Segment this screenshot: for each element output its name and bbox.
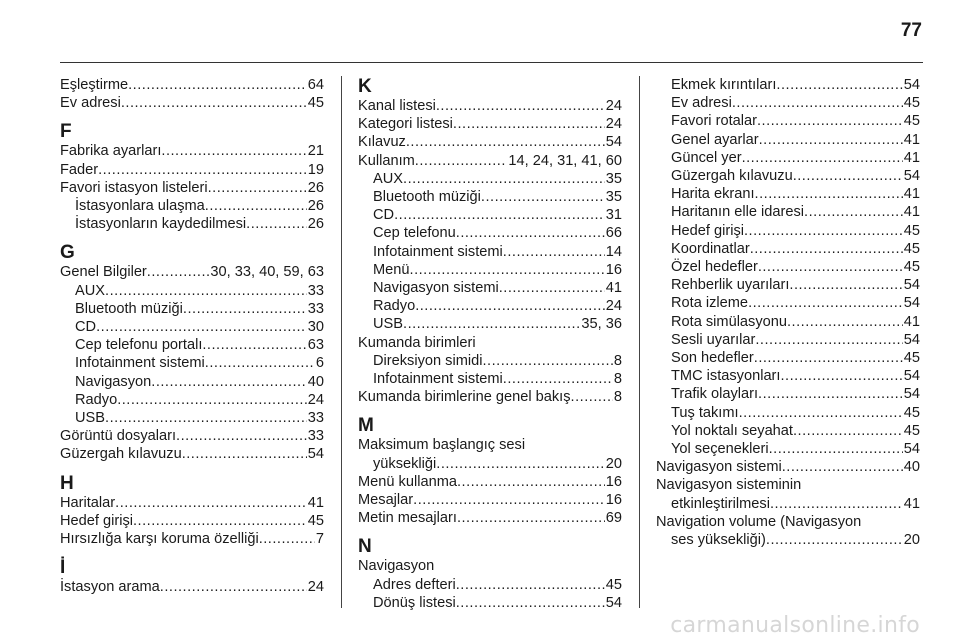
page-reference: 40 (903, 459, 920, 476)
index-letter-heading: F (60, 121, 72, 143)
page-reference: 45 (903, 240, 920, 257)
page-reference: 41 (605, 280, 622, 297)
index-entry-term: Ev adresi (60, 95, 121, 112)
index-entry (358, 388, 622, 406)
page-reference: 54 (903, 77, 920, 93)
page-reference: 24 (605, 116, 622, 133)
index-entry-term: Dönüş listesi (373, 594, 456, 611)
index-subentry (60, 336, 324, 354)
index-entry-term: Güzergah kılavuzu (60, 446, 182, 463)
index-entry (60, 494, 324, 512)
column-divider (341, 76, 342, 608)
dot-leader (98, 161, 307, 179)
page-reference: 41 (903, 149, 920, 166)
page-reference: 8 (613, 389, 622, 406)
column-divider (639, 76, 640, 608)
dot-leader (770, 495, 903, 513)
index-entry (60, 445, 324, 463)
dot-leader (183, 300, 307, 318)
index-subentry (358, 370, 622, 388)
index-subentry (656, 349, 920, 367)
dot-leader (782, 458, 903, 476)
index-entry-term-continued: ses yüksekliği) (671, 532, 766, 549)
dot-leader (96, 318, 307, 336)
dot-leader (755, 331, 902, 349)
index-entry-term: AUX (75, 282, 106, 299)
page-reference: 69 (605, 510, 622, 527)
index-entry-term: Genel Bilgiler (60, 264, 147, 281)
index-entry (60, 427, 324, 445)
page-number: 77 (900, 20, 922, 41)
index-subentry (656, 294, 920, 312)
page-reference: 30 (307, 319, 324, 336)
page-reference: 14 (605, 243, 622, 260)
index-entry-term: İstasyonlara ulaşma (75, 198, 205, 215)
dot-leader (403, 170, 605, 188)
page-reference: 54 (605, 594, 622, 611)
page-reference: 41 (903, 204, 920, 221)
index-entry (656, 458, 920, 476)
index-entry-term: Haritalar (60, 494, 116, 511)
index-entry-term: Radyo (373, 298, 416, 315)
dot-leader (481, 188, 605, 206)
index-entry-term: Navigasyon sistemi (373, 280, 499, 297)
page-reference: 24 (307, 579, 324, 596)
dot-leader (176, 427, 307, 445)
index-letter-heading: H (60, 472, 74, 494)
page-reference: 26 (307, 198, 324, 215)
dot-leader (415, 297, 605, 315)
dot-leader (453, 115, 605, 133)
index-entry (358, 436, 622, 472)
index-subentry (656, 258, 920, 276)
index-subentry (60, 300, 324, 318)
index-subentry (358, 206, 622, 224)
page-reference: 19 (307, 161, 324, 178)
page-reference: 41 (903, 495, 920, 512)
dot-leader (789, 276, 902, 294)
index-entry (60, 76, 324, 94)
index-entry-term: Maksimum başlangıç sesi (358, 437, 526, 454)
page-reference: 21 (307, 143, 324, 160)
dot-leader (748, 294, 903, 312)
index-entry (358, 133, 622, 151)
page-reference: 45 (903, 222, 920, 239)
index-subentry (656, 185, 920, 203)
page-reference: 24 (307, 391, 324, 408)
page-reference: 45 (605, 576, 622, 593)
index-subentry (656, 131, 920, 149)
page-reference: 54 (605, 134, 622, 151)
page-reference: 41 (903, 131, 920, 148)
index-entry-term: Eşleştirme (60, 77, 129, 93)
index-subentry (60, 215, 324, 233)
page-reference: 16 (605, 261, 622, 278)
dot-leader (804, 203, 903, 221)
index-subentry (358, 315, 622, 333)
dot-leader (456, 594, 605, 612)
dot-leader (115, 494, 307, 512)
index-column-2 (358, 76, 622, 612)
index-entry (358, 334, 622, 352)
index-entry (358, 557, 622, 575)
index-entry-term: Bluetooth müziği (373, 189, 481, 206)
index-entry-term: Görüntü dosyaları (60, 428, 177, 445)
page-reference: 45 (307, 512, 324, 529)
page-reference: 45 (903, 422, 920, 439)
page-reference: 16 (605, 492, 622, 509)
page-reference: 45 (903, 259, 920, 276)
watermark: carmanualsonline.info (670, 613, 920, 638)
page-reference: 45 (903, 95, 920, 112)
index-entry-term: Rota simülasyonu (671, 313, 787, 330)
dot-leader (732, 94, 903, 112)
index-entry-term: Adres defteri (373, 576, 456, 593)
index-subentry (656, 222, 920, 240)
index-entry (60, 512, 324, 530)
index-entry-continuation (656, 531, 920, 549)
index-entry-term: Koordinatlar (671, 240, 750, 257)
index-entry-term: Haritanın elle idaresi (671, 204, 805, 221)
dot-leader (410, 261, 605, 279)
page-reference: 54 (903, 168, 920, 185)
index-subentry (358, 594, 622, 612)
page-reference: 33 (307, 300, 324, 317)
index-subentry (60, 282, 324, 300)
dot-leader (742, 149, 903, 167)
index-entry-term: Kumanda birimlerine genel bakış (358, 389, 571, 406)
page-reference: 41 (903, 186, 920, 203)
index-entry-term: Kumanda birimleri (358, 334, 476, 351)
dot-leader (413, 491, 605, 509)
header-rule (60, 62, 923, 63)
index-entry-term: Menü (373, 261, 410, 278)
dot-leader (499, 279, 605, 297)
index-subentry (358, 170, 622, 188)
page-reference: 6 (315, 355, 324, 372)
index-subentry (358, 188, 622, 206)
index-entry-term: Navigation volume (Navigasyon (656, 513, 862, 530)
index-entry-term: Güncel yer (671, 149, 742, 166)
index-entry-term: Infotainment sistemi (373, 243, 503, 260)
index-subentry (60, 409, 324, 427)
dot-leader (202, 336, 306, 354)
page-reference: 45 (903, 113, 920, 130)
dot-leader (403, 315, 580, 333)
index-entry-term: İstasyonların kaydedilmesi (75, 216, 247, 233)
page-reference: 41 (307, 494, 324, 511)
dot-leader (758, 258, 903, 276)
index-subentry (656, 331, 920, 349)
index-entry-term: Özel hedefler (671, 259, 758, 276)
dot-leader (436, 455, 605, 473)
index-entry-term: Menü kullanma (358, 473, 457, 490)
index-entry (358, 152, 622, 170)
index-entry (60, 263, 324, 281)
index-subentry (60, 391, 324, 409)
index-letter-heading: G (60, 242, 75, 264)
page-reference: 63 (307, 337, 324, 354)
dot-leader (246, 215, 307, 233)
index-entry (358, 115, 622, 133)
page-reference: 64 (307, 77, 324, 93)
dot-leader (571, 388, 613, 406)
index-entry-term: Navigasyon (358, 558, 435, 575)
index-entry-term: Genel ayarlar (671, 131, 759, 148)
dot-leader (160, 578, 307, 596)
dot-leader (456, 224, 605, 242)
dot-leader (766, 531, 903, 549)
page-reference: 66 (605, 225, 622, 242)
dot-leader (105, 282, 307, 300)
index-entry-term: TMC istasyonları (671, 368, 781, 385)
index-entry-term: Trafik olayları (671, 386, 759, 403)
index-entry-term: Favori rotalar (671, 113, 757, 130)
index-entry-term: Yol noktalı seyahat (671, 422, 793, 439)
page-reference: 33 (307, 282, 324, 299)
dot-leader (208, 179, 307, 197)
index-subentry (60, 373, 324, 391)
index-subentry (656, 404, 920, 422)
dot-leader (151, 373, 307, 391)
dot-leader (259, 530, 315, 548)
dot-leader (205, 197, 307, 215)
dot-leader (503, 243, 605, 261)
page-reference: 40 (307, 373, 324, 390)
index-entry (60, 530, 324, 548)
index-subentry (656, 240, 920, 258)
index-subentry (60, 354, 324, 372)
page-reference: 54 (903, 331, 920, 348)
page-reference: 54 (903, 386, 920, 403)
index-entry-term-continued: etkinleştirilmesi (671, 495, 770, 512)
index-subentry (358, 279, 622, 297)
page-reference: 54 (903, 441, 920, 458)
page-reference: 54 (307, 446, 324, 463)
page-reference: 54 (903, 277, 920, 294)
dot-leader (121, 94, 307, 112)
index-subentry (656, 76, 920, 94)
dot-leader (759, 131, 903, 149)
page-reference: 8 (613, 352, 622, 369)
index-entry (358, 473, 622, 491)
index-subentry (656, 94, 920, 112)
index-entry (60, 179, 324, 197)
page-reference: 35, 36 (581, 316, 622, 333)
index-entry (358, 97, 622, 115)
index-entry-term: Navigasyon (75, 373, 152, 390)
index-entry (60, 142, 324, 160)
index-entry-term: Mesajlar (358, 492, 414, 509)
dot-leader (147, 263, 210, 281)
index-subentry (656, 313, 920, 331)
index-entry (60, 578, 324, 596)
page-reference: 33 (307, 410, 324, 427)
page-reference: 30, 33, 40, 59, 63 (210, 264, 324, 281)
index-letter-heading: N (358, 536, 372, 558)
index-letter-heading: M (358, 415, 374, 437)
index-entry-term: Cep telefonu portalı (75, 337, 203, 354)
page-reference: 41 (903, 313, 920, 330)
index-subentry (656, 276, 920, 294)
index-entry-term: Cep telefonu (373, 225, 456, 242)
index-entry-term: USB (75, 410, 106, 427)
page-reference: 54 (903, 368, 920, 385)
page-reference: 14, 24, 31, 41, 60 (508, 152, 622, 169)
index-entry-term: Infotainment sistemi (373, 371, 503, 388)
dot-leader (182, 445, 307, 463)
index-entry-term: Kanal listesi (358, 98, 436, 114)
page-reference: 20 (903, 532, 920, 549)
index-entry (358, 509, 622, 527)
dot-leader (436, 97, 605, 115)
index-subentry (358, 576, 622, 594)
index-entry-term: AUX (373, 170, 404, 187)
index-entry-term: Hedef girişi (671, 222, 744, 239)
index-entry-term-continued: yüksekliği (373, 455, 437, 472)
index-entry-continuation (358, 455, 622, 473)
index-entry-term: Tuş takımı (671, 404, 739, 421)
index-entry-term: Navigasyon sistemi (656, 459, 782, 476)
index-entry-term: Hırsızlığa karşı koruma özelliği (60, 531, 259, 548)
index-entry-term: Direksiyon simidi (373, 352, 483, 369)
index-subentry (358, 224, 622, 242)
index-entry-term: Güzergah kılavuzu (671, 168, 793, 185)
index-entry (656, 476, 920, 512)
index-entry (358, 491, 622, 509)
index-entry-term: Kategori listesi (358, 116, 453, 133)
dot-leader (415, 152, 508, 170)
page-reference: 31 (605, 207, 622, 224)
index-letter-heading: K (358, 76, 372, 97)
index-subentry (656, 440, 920, 458)
index-entry-term: Fabrika ayarları (60, 143, 162, 160)
dot-leader (787, 313, 903, 331)
dot-leader (793, 422, 903, 440)
index-entry (60, 161, 324, 179)
page-reference: 8 (613, 371, 622, 388)
dot-leader (128, 76, 307, 94)
page-reference: 45 (903, 350, 920, 367)
dot-leader (750, 240, 903, 258)
page-reference: 26 (307, 179, 324, 196)
dot-leader (758, 385, 903, 403)
index-entry-term: Rota izleme (671, 295, 749, 312)
index-entry-continuation (656, 495, 920, 513)
dot-leader (117, 391, 307, 409)
index-subentry (358, 352, 622, 370)
dot-leader (133, 512, 307, 530)
dot-leader (105, 409, 307, 427)
index-column-1 (60, 76, 324, 596)
index-entry-term: CD (75, 319, 97, 336)
index-subentry (656, 112, 920, 130)
page-reference: 54 (903, 295, 920, 312)
dot-leader (754, 349, 903, 367)
index-entry-term: Fader (60, 161, 99, 178)
index-entry-term: Hedef girişi (60, 512, 133, 529)
page-reference: 35 (605, 189, 622, 206)
index-entry-term: Harita ekranı (671, 186, 755, 203)
index-entry-term: Ekmek kırıntıları (671, 77, 777, 93)
index-entry-term: Infotainment sistemi (75, 355, 205, 372)
index-subentry (358, 297, 622, 315)
index-subentry (358, 243, 622, 261)
index-subentry (656, 385, 920, 403)
dot-leader (161, 142, 306, 160)
dot-leader (755, 185, 903, 203)
index-subentry (656, 422, 920, 440)
index-entry-term: Metin mesajları (358, 510, 457, 527)
index-subentry (656, 367, 920, 385)
index-entry-term: Bluetooth müziği (75, 300, 183, 317)
dot-leader (456, 576, 605, 594)
page-reference: 24 (605, 298, 622, 315)
index-entry-term: Yol seçenekleri (671, 441, 769, 458)
dot-leader (406, 133, 605, 151)
index-letter-heading: İ (60, 557, 66, 579)
dot-leader (780, 367, 902, 385)
page-reference: 20 (605, 455, 622, 472)
index-entry-term: Sesli uyarılar (671, 331, 756, 348)
index-entry-term: USB (373, 316, 404, 333)
index-entry-term: Son hedefler (671, 350, 754, 367)
dot-leader (739, 404, 903, 422)
dot-leader (394, 206, 605, 224)
dot-leader (776, 76, 902, 94)
page-reference: 26 (307, 216, 324, 233)
page-reference: 45 (903, 404, 920, 421)
dot-leader (457, 473, 605, 491)
dot-leader (744, 222, 903, 240)
page-reference: 45 (307, 95, 324, 112)
index-entry-term: İstasyon arama (60, 579, 160, 596)
index-subentry (358, 261, 622, 279)
index-entry-term: Rehberlik uyarıları (671, 277, 790, 294)
page-reference: 24 (605, 98, 622, 114)
index-entry-term: Navigasyon sisteminin (656, 477, 802, 494)
dot-leader (757, 112, 903, 130)
index-entry (656, 513, 920, 549)
dot-leader (482, 352, 612, 370)
dot-leader (205, 354, 315, 372)
index-entry-term: CD (373, 207, 395, 224)
dot-leader (769, 440, 903, 458)
index-subentry (60, 197, 324, 215)
index-entry-term: Favori istasyon listeleri (60, 179, 208, 196)
index-entry-term: Kılavuz (358, 134, 406, 151)
page-reference: 16 (605, 473, 622, 490)
index-subentry (656, 149, 920, 167)
index-entry-term: Kullanım (358, 152, 415, 169)
dot-leader (457, 509, 605, 527)
index-subentry (60, 318, 324, 336)
dot-leader (793, 167, 903, 185)
page-reference: 35 (605, 170, 622, 187)
index-entry-term: Ev adresi (671, 95, 732, 112)
index-entry-term: Radyo (75, 391, 118, 408)
dot-leader (503, 370, 613, 388)
index-column-3 (656, 76, 920, 549)
index-subentry (656, 167, 920, 185)
index-entry (60, 94, 324, 112)
page-reference: 7 (315, 531, 324, 548)
index-subentry (656, 203, 920, 221)
page-reference: 33 (307, 428, 324, 445)
